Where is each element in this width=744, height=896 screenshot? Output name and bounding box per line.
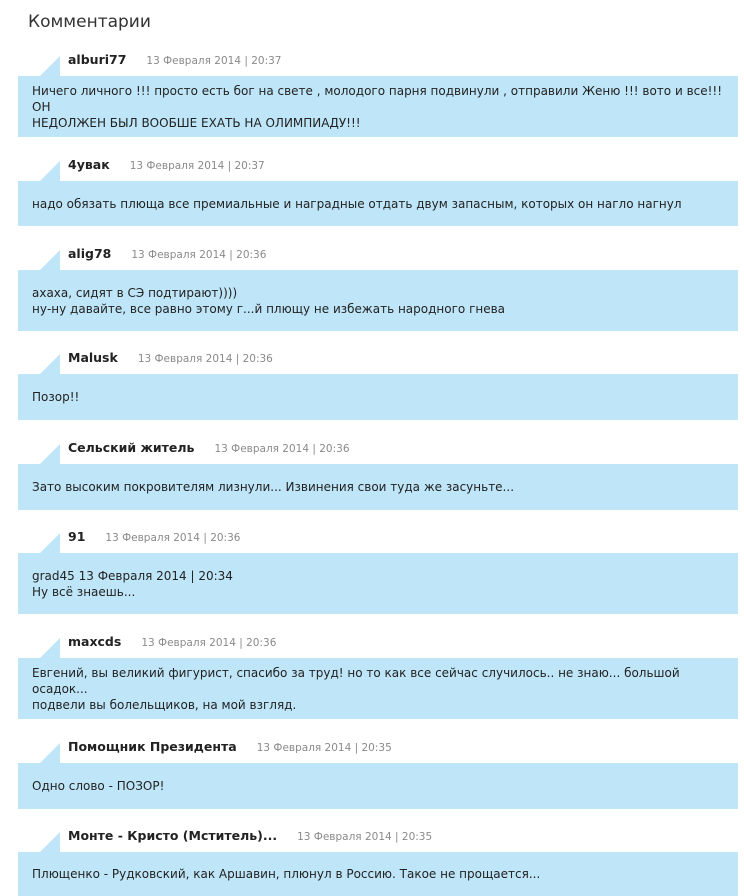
comment-meta — [68, 52, 738, 72]
comment-author[interactable]: alig78 — [68, 246, 112, 261]
bubble-tail — [40, 533, 60, 553]
comment-meta — [68, 529, 738, 549]
bubble-tail — [40, 250, 60, 270]
comment-meta — [68, 828, 738, 848]
comment-item — [18, 828, 738, 881]
bubble-tail — [40, 161, 60, 181]
comment-date: 13 Февраля 2014 | 20:35 — [256, 742, 392, 754]
bubble-tail — [40, 444, 60, 464]
comment-author[interactable]: Монте - Кристо (Мститель)... — [68, 828, 278, 843]
comment-item — [18, 246, 738, 316]
comment-text: Одно слово - ПОЗОР! — [18, 763, 738, 809]
comment-date: 13 Февраля 2014 | 20:37 — [129, 160, 265, 172]
comment-item — [18, 440, 738, 494]
page-title: Комментарии — [28, 12, 151, 32]
comment-author[interactable]: alburi77 — [68, 52, 127, 67]
comment-text: Евгений, вы великий фигурист, спасибо за труд! но то как все сейчас случилось.. не знаю... большой осадок... подвели вы болельщиков, на мой взгляд. — [18, 658, 738, 719]
bubble-tail — [40, 743, 60, 763]
comment-author[interactable]: Помощник Президента — [68, 739, 237, 754]
comment-text: ахаха, сидят в СЭ подтирают)))) ну-ну давайте, все равно этому г...й плющу не избежать народного гнева — [18, 270, 738, 331]
comment-meta — [68, 157, 738, 177]
comment-author[interactable]: Сельский житель — [68, 440, 195, 455]
comment-meta — [68, 350, 738, 370]
comment-date: 13 Февраля 2014 | 20:36 — [141, 637, 277, 649]
comment-author[interactable]: 91 — [68, 529, 86, 544]
bubble-tail — [40, 56, 60, 76]
comment-item — [18, 157, 738, 211]
comment-meta — [68, 634, 738, 654]
comment-text: Позор!! — [18, 374, 738, 420]
comment-date: 13 Февраля 2014 | 20:35 — [297, 831, 433, 843]
bubble-tail — [40, 832, 60, 852]
bubble-tail — [40, 354, 60, 374]
comment-text: надо обязать плюща все премиальные и наградные отдать двум запасным, которых он нагло нагнул — [18, 181, 738, 226]
comment-item — [18, 52, 738, 130]
comment-item — [18, 350, 738, 404]
comment-date: 13 Февраля 2014 | 20:36 — [131, 249, 267, 261]
bubble-tail — [40, 638, 60, 658]
comment-date: 13 Февраля 2014 | 20:36 — [137, 353, 273, 365]
comment-item — [18, 739, 738, 793]
comment-text: Ничего личного !!! просто есть бог на свете , молодого парня подвинули , отправили Женю !!! вото и все!!! ОН НЕДОЛЖЕН БЫЛ ВООБШЕ ЕХАТЬ НА ОЛИМПИАДУ!!! — [18, 76, 738, 137]
comment-author[interactable]: Malusk — [68, 350, 118, 365]
comment-date: 13 Февраля 2014 | 20:36 — [105, 532, 241, 544]
comment-item — [18, 634, 738, 712]
comment-author[interactable]: maxcds — [68, 634, 122, 649]
comment-item — [18, 529, 738, 599]
comment-date: 13 Февраля 2014 | 20:37 — [146, 55, 282, 67]
comment-meta — [68, 246, 738, 266]
comment-text: Зато высоким покровителям лизнули... Извинения свои туда же засуньте... — [18, 464, 738, 510]
comment-meta — [68, 739, 738, 759]
comment-text: grad45 13 Февраля 2014 | 20:34 Ну всё знаешь... — [18, 553, 738, 614]
comment-meta — [68, 440, 738, 460]
comment-text: Плющенко - Рудковский, как Аршавин, плюнул в Россию. Такое не прощается... — [18, 852, 738, 896]
comment-date: 13 Февраля 2014 | 20:36 — [214, 443, 350, 455]
comment-author[interactable]: 4увак — [68, 157, 110, 172]
